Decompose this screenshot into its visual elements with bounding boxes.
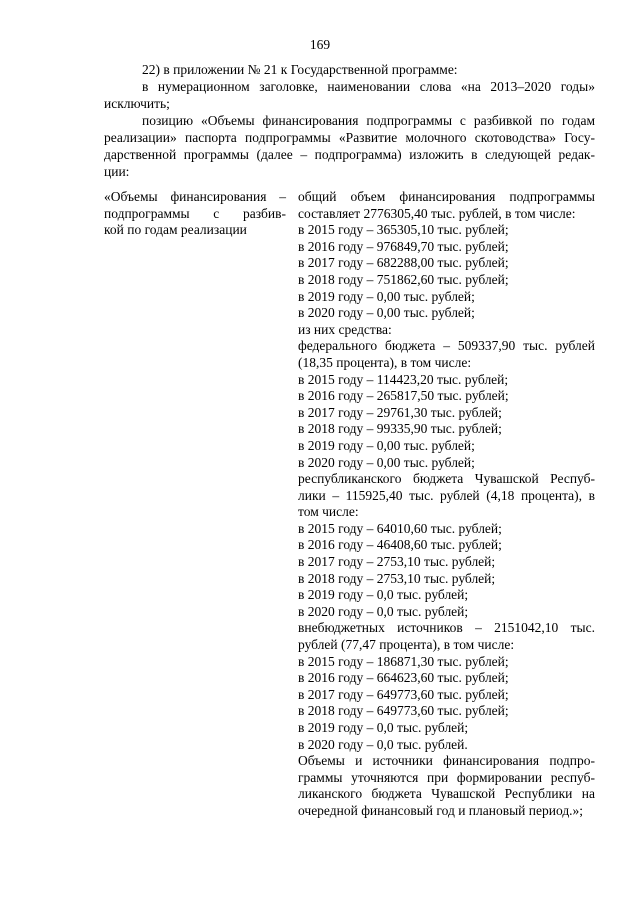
financing-line: в 2018 году – 2753,10 тыс. рублей;: [298, 570, 496, 586]
financing-line: в 2019 году – 0,00 тыс. рублей;: [298, 288, 475, 304]
financing-line: в 2020 году – 0,00 тыс. рублей;: [298, 305, 475, 321]
financing-line: очередной финансовый год и плановый период.»;: [298, 802, 584, 818]
financing-line: в 2017 году – 2753,10 тыс. рублей;: [298, 554, 496, 570]
financing-line: в 2019 году – 0,0 тыс. рублей;: [298, 587, 469, 603]
financing-line: в 2020 году – 0,0 тыс. рублей;: [298, 603, 469, 619]
financing-line: в 2016 году – 664623,60 тыс. рублей;: [298, 670, 509, 686]
financing-line: в 2018 году – 649773,60 тыс. рублей;: [298, 703, 509, 719]
financing-line: том числе:: [298, 504, 359, 520]
financing-line: в 2015 году – 114423,20 тыс. рублей;: [298, 371, 509, 387]
financing-line: в 2017 году – 649773,60 тыс. рублей;: [298, 686, 509, 702]
intro-paragraph-line: позицию «Объемы финансирования подпрограммы с разбивкой по годам: [142, 113, 595, 128]
position-title-line: подпрограммы с разбив-: [104, 205, 286, 221]
financing-line: ликанского бюджета Чувашской Республики на: [298, 786, 595, 802]
financing-line: общий объем финансирования подпрограммы: [298, 189, 595, 204]
financing-line: в 2019 году – 0,00 тыс. рублей;: [298, 437, 475, 453]
intro-paragraph-line: дарственной программы (далее – подпрограмма) изложить в следующей редак-: [104, 147, 595, 162]
financing-line: составляет 2776305,40 тыс. рублей, в том числе:: [298, 205, 576, 221]
financing-line: в 2018 году – 751862,60 тыс. рублей;: [298, 271, 509, 287]
financing-line: федерального бюджета – 509337,90 тыс. рублей: [298, 338, 595, 354]
financing-line: в 2020 году – 0,0 тыс. рублей.: [298, 736, 468, 752]
intro-paragraph-line: исключить;: [104, 96, 170, 111]
page-number: 169: [309, 37, 331, 52]
financing-line: в 2016 году – 976849,70 тыс. рублей;: [298, 238, 509, 254]
intro-paragraph-line: ции:: [104, 164, 130, 179]
financing-line: внебюджетных источников – 2151042,10 тыс.: [298, 620, 595, 636]
financing-line: в 2019 году – 0,0 тыс. рублей;: [298, 720, 469, 735]
intro-paragraph-line: в нумерационном заголовке, наименовании слова «на 2013–2020 годы»: [142, 79, 595, 94]
position-title-line: «Объемы финансирования –: [104, 189, 286, 204]
financing-line: в 2015 году – 365305,10 тыс. рублей;: [298, 222, 509, 238]
financing-line: в 2015 году – 64010,60 тыс. рублей;: [298, 520, 502, 536]
financing-line: в 2015 году – 186871,30 тыс. рублей;: [298, 653, 509, 669]
intro-paragraph-line: реализации» паспорта подпрограммы «Развитие молочного скотоводства» Госу-: [104, 130, 595, 145]
financing-line: в 2016 году – 265817,50 тыс. рублей;: [298, 388, 509, 404]
financing-line: граммы уточняются при формировании респуб-: [298, 769, 595, 785]
financing-line: лики – 115925,40 тыс. рублей (4,18 процента), в: [298, 487, 595, 503]
intro-text: [104, 61, 595, 180]
intro-item-22: 22) в приложении № 21 к Государственной программе:: [142, 62, 458, 77]
position-title: [104, 189, 286, 239]
financing-line: в 2020 году – 0,00 тыс. рублей;: [298, 454, 475, 470]
financing-line: (18,35 процента), в том числе:: [298, 354, 472, 370]
financing-line: в 2016 году – 46408,60 тыс. рублей;: [298, 537, 502, 553]
financing-line: из них средства:: [298, 321, 392, 337]
position-title-line: кой по годам реализации: [104, 222, 247, 238]
financing-description: [298, 189, 595, 820]
financing-line: Объемы и источники финансирования подпро-: [298, 753, 595, 769]
financing-line: в 2018 году – 99335,90 тыс. рублей;: [298, 421, 502, 437]
financing-line: в 2017 году – 682288,00 тыс. рублей;: [298, 255, 509, 271]
financing-line: в 2017 году – 29761,30 тыс. рублей;: [298, 404, 502, 420]
financing-line: рублей (77,47 процента), в том числе:: [298, 637, 515, 653]
financing-line: республиканского бюджета Чувашской Респуб-: [298, 471, 595, 487]
